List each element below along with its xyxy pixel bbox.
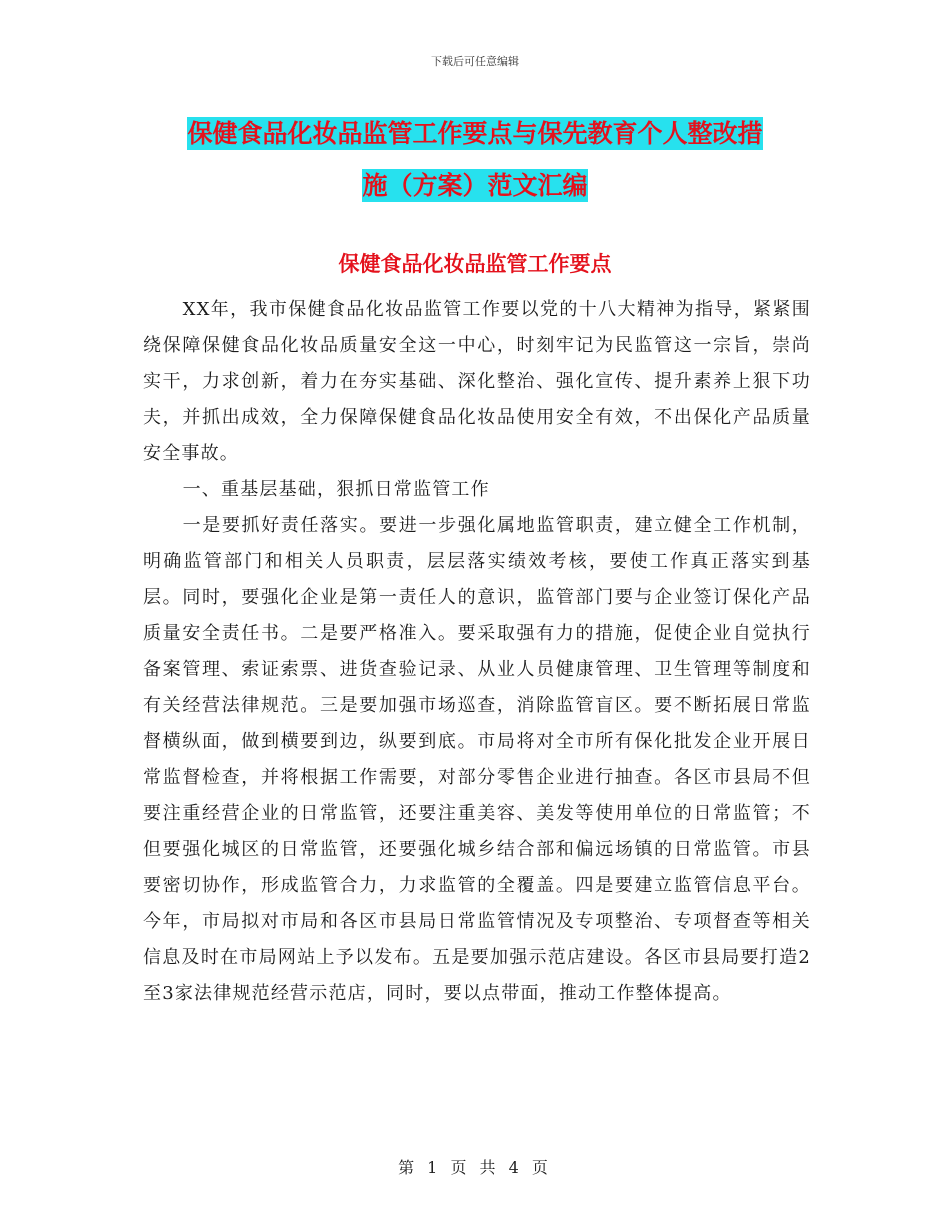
paragraph-intro: XX年，我市保健食品化妆品监管工作要以党的十八大精神为指导，紧紧围绕保障保健食品化妆品质量安全这一中心，时刻牢记为民监管这一宗旨，崇尚实干，力求创新，着力在夯实基础、深化整治、强化宣传、提升素养上狠下功夫，并抓出成效，全力保障保健食品化妆品使用安全有效，不出保化产品质量安全事故。 <box>143 299 811 464</box>
main-title-line2: 施（方案）范文汇编 <box>362 171 588 200</box>
page-number-footer: 第 1 页 共 4 页 <box>398 1158 552 1177</box>
section-title: 保健食品化妆品监管工作要点 <box>338 252 612 276</box>
main-title <box>150 108 800 212</box>
main-title-line1: 保健食品化妆品监管工作要点与保先教育个人整改措 <box>187 119 763 148</box>
paragraph-body-1: 一是要抓好责任落实。要进一步强化属地监管职责，建立健全工作机制，明确监管部门和相关人员职责，层层落实绩效考核，要使工作真正落实到基层。同时，要强化企业是第一责任人的意识，监管部门要与企业签订保化产品质量安全责任书。二是要严格准入。要采取强有力的措施，促使企业自觉执行备案管理、索证索票、进货查验记录、从业人员健康管理、卫生管理等制度和有关经营法律规范。三是要加强市场巡查，消除监管盲区。要不断拓展日常监督横纵面，做到横要到边，纵要到底。市局将对全市所有保化批发企业开展日常监督检查，并将根据工作需要，对部分零售企业进行抽查。各区市县局不但要注重经营企业的日常监管，还要注重美容、美发等使用单位的日常监管；不但要强化城区的日常监管，还要强化城乡结合部和偏远场镇的日常监管。市县要密切协作，形成监管合力，力求监管的全覆盖。四是要建立监管信息平台。今年，市局拟对市局和各区市县局日常监管情况及专项整治、专项督查等相关信息及时在市局网站上予以发布。五是要加强示范店建设。各区市县局要打造2至3家法律规范经营示范店，同时，要以点带面，推动工作整体提高。 <box>143 515 811 1004</box>
document-body <box>143 292 811 1012</box>
header-note: 下载后可任意编辑 <box>431 55 519 68</box>
paragraph-heading-1: 一、重基层基础，狠抓日常监管工作 <box>182 479 490 500</box>
